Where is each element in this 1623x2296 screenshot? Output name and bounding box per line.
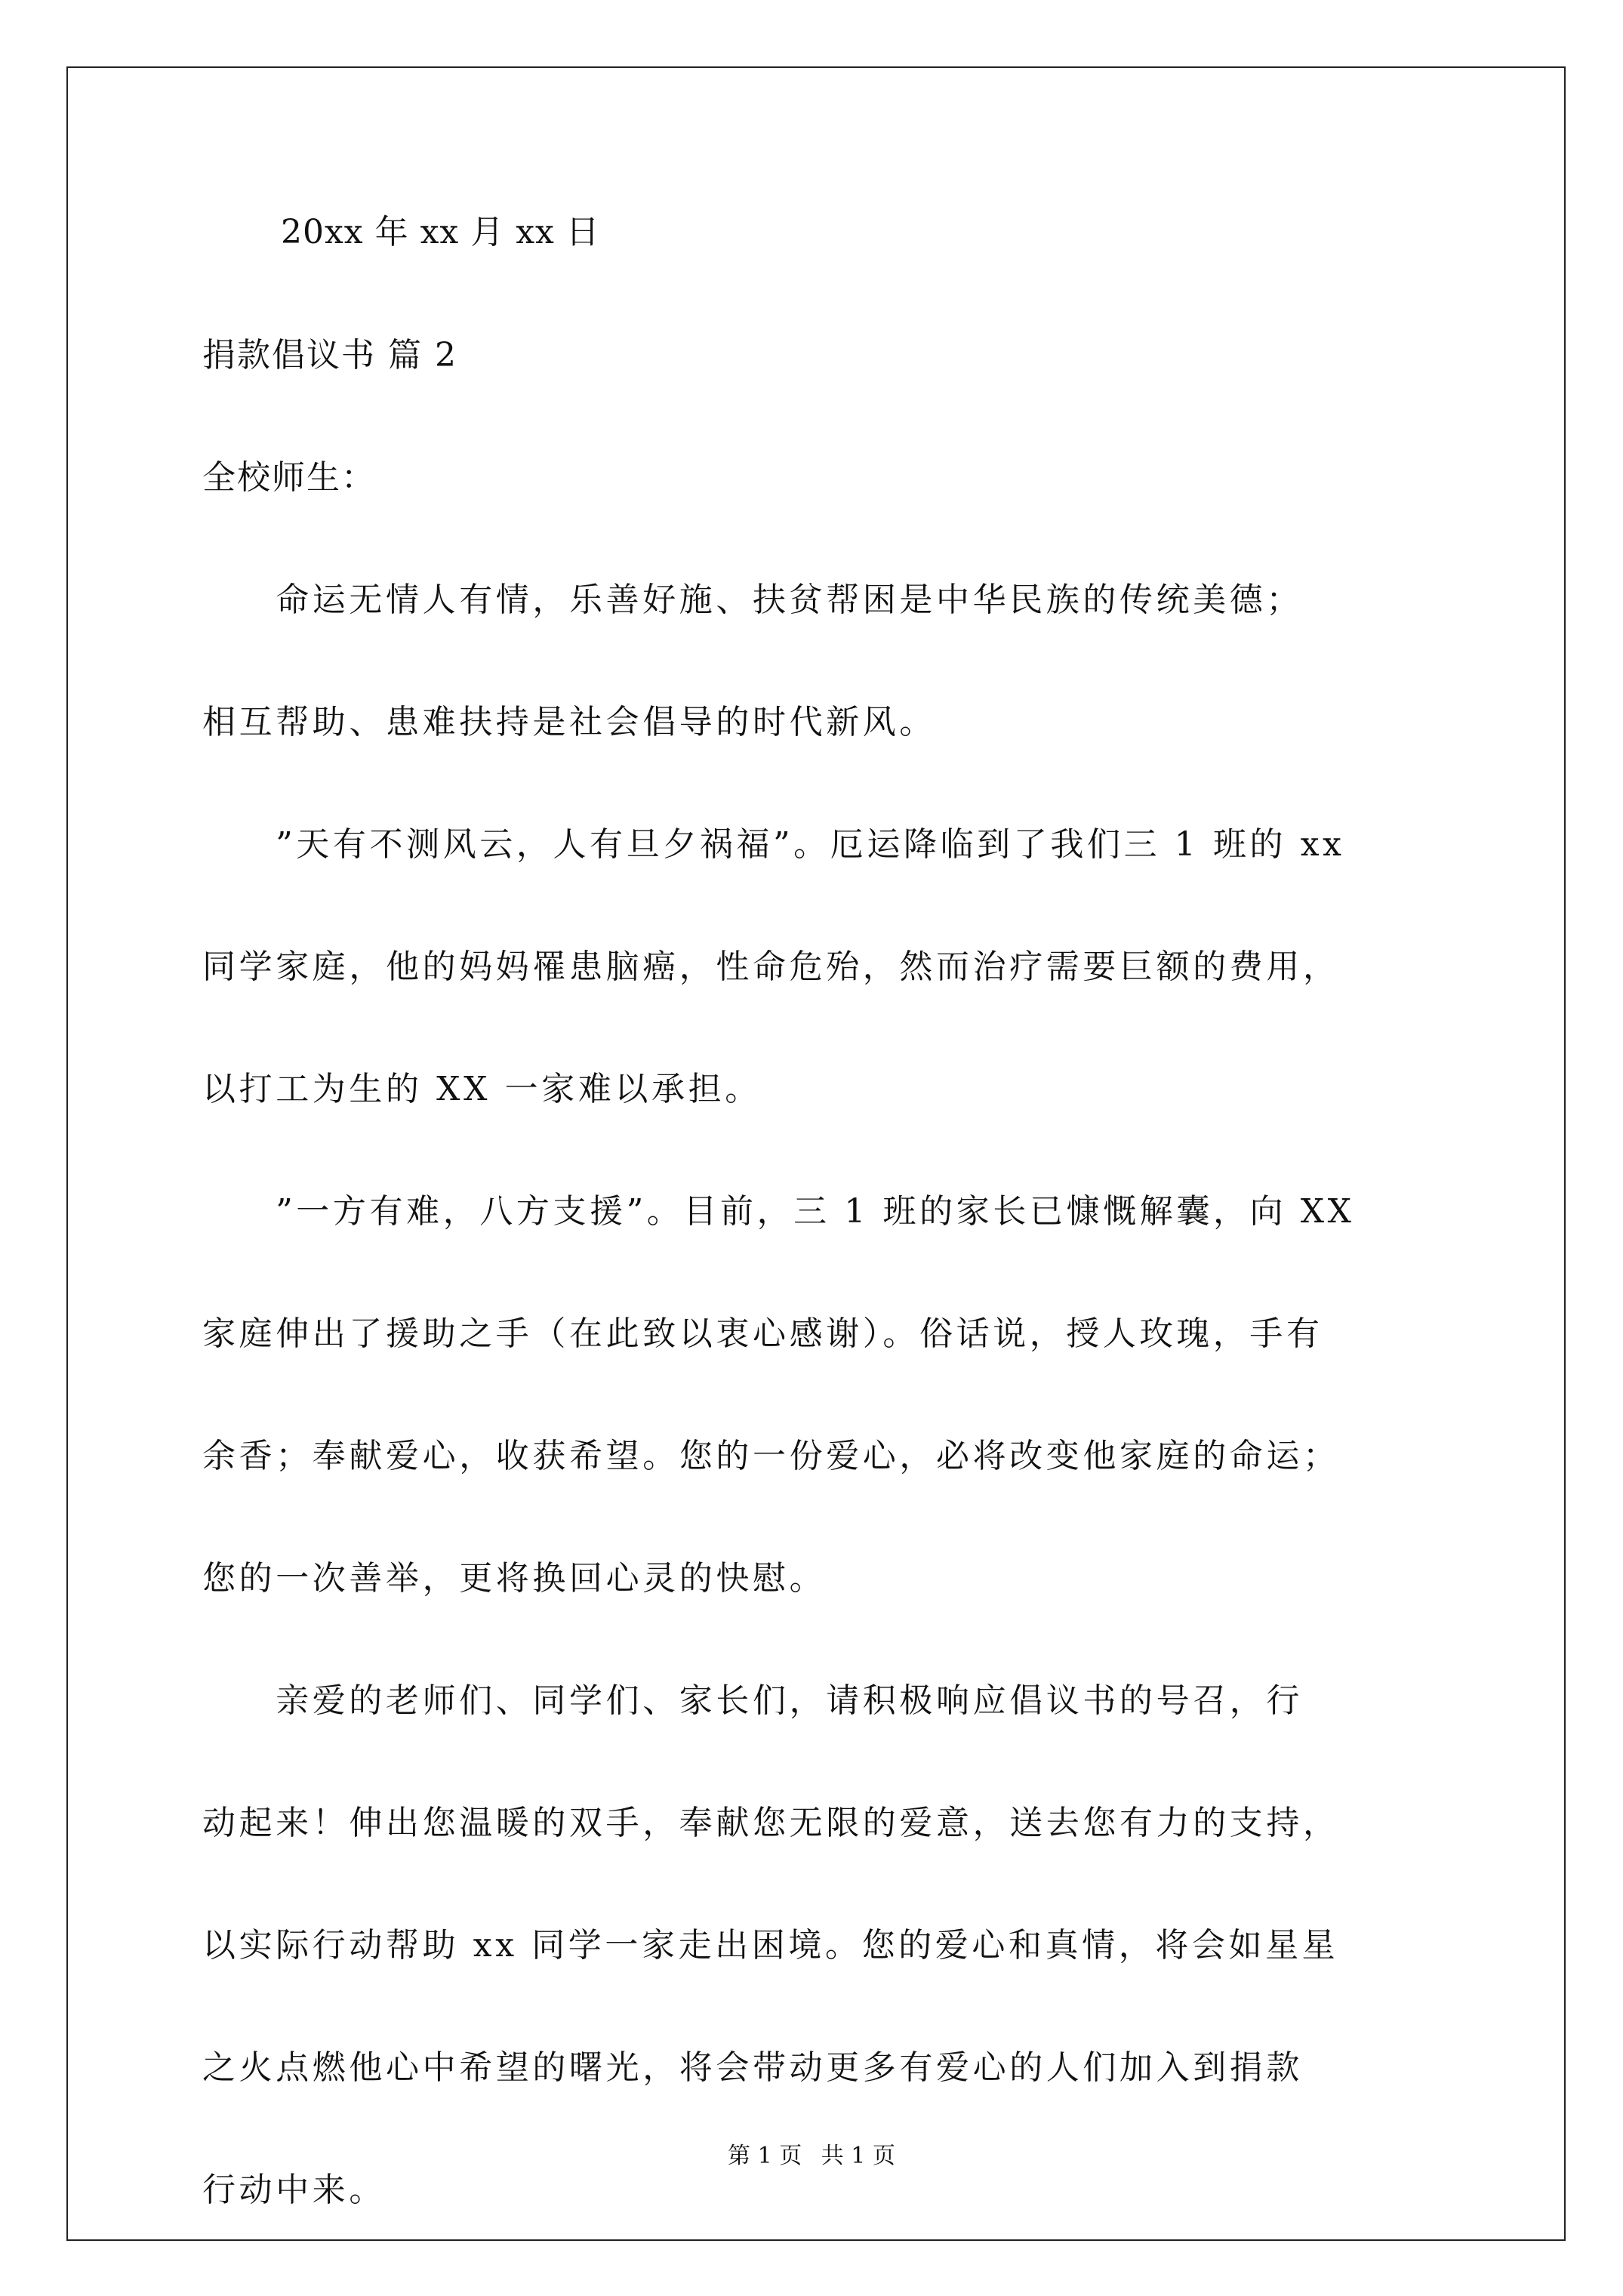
page-number-total: 共 1 页	[821, 2143, 895, 2169]
paragraph-line: 余香；奉献爱心，收获希望。您的一份爱心，必将改变他家庭的命运；	[202, 1437, 1340, 1475]
paragraph-line: 之火点燃他心中希望的曙光，将会带动更多有爱心的人们加入到捐款	[202, 2048, 1303, 2087]
paragraph-line: 行动中来。	[202, 2171, 386, 2209]
paragraph-line: 同学家庭，他的妈妈罹患脑癌，性命危殆，然而治疗需要巨额的费用，	[202, 948, 1340, 986]
paragraph-line: 以打工为生的 XX 一家难以承担。	[202, 1070, 762, 1108]
salutation: 全校师生：	[202, 458, 376, 497]
paragraph-line: 动起来！伸出您温暖的双手，奉献您无限的爱意，送去您有力的支持，	[202, 1804, 1340, 1842]
paragraph-2	[202, 824, 1345, 1111]
paragraph-line: 以实际行动帮助 xx 同学一家走出困境。您的爱心和真情，将会如星星	[202, 1926, 1339, 1965]
page-number-current: 第 1 页	[728, 2143, 802, 2169]
paragraph-4	[202, 1680, 1340, 2211]
date-line: 20xx 年 xx 月 xx 日	[281, 213, 600, 251]
paragraph-line: 您的一次善举，更将换回心灵的快慰。	[202, 1559, 827, 1598]
paragraph-line: ”天有不测风云，人有旦夕祸福”。厄运降临到了我们三 1 班的 xx	[202, 825, 1345, 864]
paragraph-line: 家庭伸出了援助之手（在此致以衷心感谢）。俗话说，授人玫瑰，手有	[202, 1314, 1323, 1353]
paragraph-line: ”一方有难，八方支援”。目前，三 1 班的家长已慷慨解囊，向 XX	[202, 1192, 1355, 1231]
paragraph-3	[202, 1191, 1355, 1600]
document-title: 捐款倡议书 篇 2	[202, 336, 457, 374]
paragraph-line: 亲爱的老师们、同学们、家长们，请积极响应倡议书的号召，行	[202, 1681, 1303, 1720]
paragraph-1	[202, 579, 1303, 744]
page-footer	[0, 2143, 1623, 2170]
paragraph-line: 相互帮助、患难扶持是社会倡导的时代新风。	[202, 703, 936, 741]
paragraph-line: 命运无情人有情，乐善好施、扶贫帮困是中华民族的传统美德；	[202, 581, 1303, 619]
